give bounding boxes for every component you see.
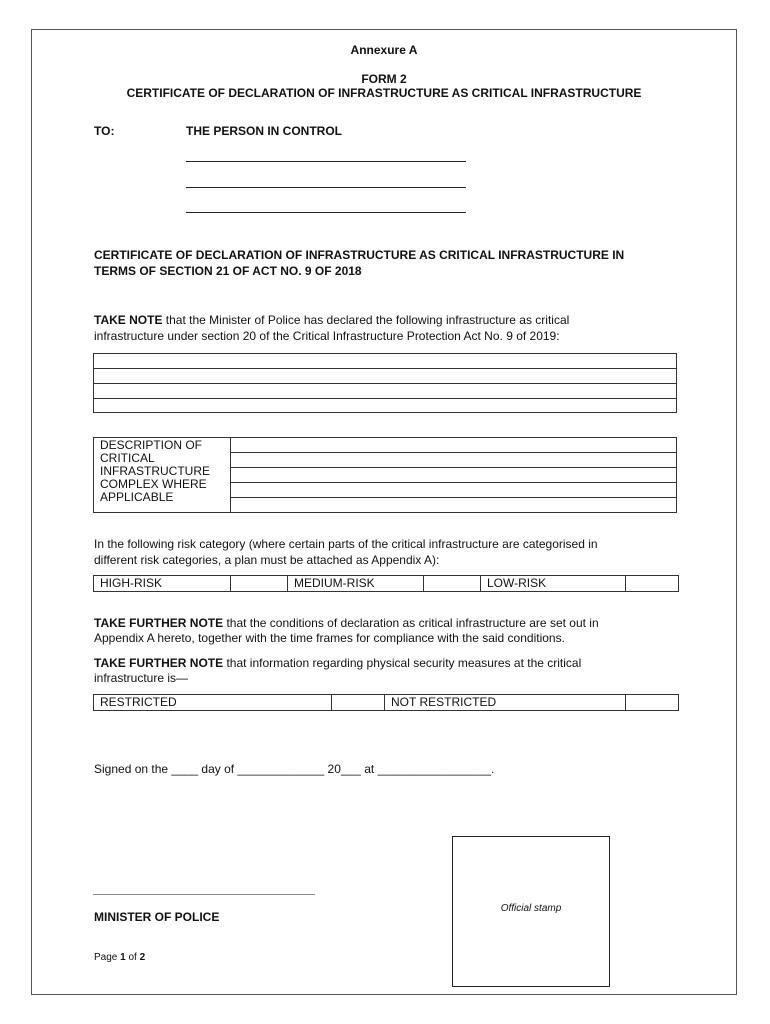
further-note-1-bold: TAKE FURTHER NOTE bbox=[94, 616, 224, 630]
annexure-label: Annexure A bbox=[350, 43, 418, 57]
further-note-2-line-1 bbox=[94, 655, 581, 671]
take-note-bold: TAKE NOTE bbox=[94, 313, 163, 327]
risk-intro-line-1: In the following risk category (where certain parts of the critical infrastructure are categorised in bbox=[94, 537, 598, 551]
restricted-checkbox[interactable] bbox=[332, 695, 385, 711]
page-total: 2 bbox=[139, 952, 146, 963]
certificate-heading-line-2: TERMS OF SECTION 21 OF ACT NO. 9 OF 2018 bbox=[94, 264, 362, 278]
signature-line[interactable] bbox=[93, 894, 315, 895]
description-table bbox=[93, 437, 677, 513]
description-label-line-5: APPLICABLE bbox=[100, 490, 174, 504]
restricted-label: RESTRICTED bbox=[94, 695, 332, 711]
official-stamp-label: Official stamp bbox=[500, 903, 562, 914]
not-restricted-label: NOT RESTRICTED bbox=[385, 695, 626, 711]
further-note-2-bold: TAKE FURTHER NOTE bbox=[94, 656, 224, 670]
description-label bbox=[94, 438, 230, 505]
high-risk-checkbox[interactable] bbox=[231, 576, 288, 592]
signed-on-line[interactable]: Signed on the ____ day of _____________ 20___ at _________________. bbox=[94, 762, 495, 776]
signatory-title: MINISTER OF POLICE bbox=[94, 910, 220, 924]
risk-table bbox=[93, 575, 679, 592]
take-note-line-1 bbox=[94, 312, 569, 328]
medium-risk-checkbox[interactable] bbox=[424, 576, 481, 592]
page-of: of bbox=[125, 952, 140, 963]
description-label-line-1: DESCRIPTION OF bbox=[100, 438, 203, 452]
further-note-1-line-1 bbox=[94, 615, 599, 631]
low-risk-label: LOW-RISK bbox=[481, 576, 626, 592]
description-row-3[interactable] bbox=[231, 468, 677, 483]
take-note-line-2: infrastructure under section 20 of the Critical Infrastructure Protection Act No. 9 of 2019: bbox=[94, 329, 560, 343]
page-number: 1 bbox=[120, 952, 126, 963]
security-table bbox=[93, 694, 679, 711]
low-risk-checkbox[interactable] bbox=[626, 576, 679, 592]
page-indicator bbox=[94, 952, 145, 963]
infrastructure-table bbox=[93, 353, 677, 413]
address-line-1[interactable] bbox=[186, 161, 466, 162]
description-row-4[interactable] bbox=[231, 483, 677, 498]
description-row-2[interactable] bbox=[231, 453, 677, 468]
description-row-5[interactable] bbox=[231, 498, 677, 513]
address-line-2[interactable] bbox=[186, 187, 466, 188]
risk-intro-line-2: different risk categories, a plan must be attached as Appendix A): bbox=[94, 553, 440, 567]
further-note-2-text: that information regarding physical security measures at the critical bbox=[223, 656, 582, 670]
further-note-1-text: that the conditions of declaration as critical infrastructure are set out in bbox=[223, 616, 599, 630]
high-risk-label: HIGH-RISK bbox=[94, 576, 231, 592]
description-label-line-3: INFRASTRUCTURE bbox=[100, 464, 210, 478]
description-label-line-2: CRITICAL bbox=[100, 451, 155, 465]
official-stamp-box bbox=[452, 836, 610, 987]
take-note-text: that the Minister of Police has declared the following infrastructure as critical bbox=[162, 313, 570, 327]
description-row-1[interactable] bbox=[231, 438, 677, 453]
to-value: THE PERSON IN CONTROL bbox=[186, 124, 343, 138]
medium-risk-label: MEDIUM-RISK bbox=[288, 576, 424, 592]
not-restricted-checkbox[interactable] bbox=[626, 695, 679, 711]
form-number: FORM 2 bbox=[361, 72, 407, 86]
to-label: TO: bbox=[94, 124, 115, 138]
infrastructure-row-1[interactable] bbox=[94, 354, 677, 369]
infrastructure-row-3[interactable] bbox=[94, 384, 677, 399]
further-note-1-line-2: Appendix A hereto, together with the time frames for compliance with the said conditions. bbox=[94, 631, 565, 645]
infrastructure-row-2[interactable] bbox=[94, 369, 677, 384]
further-note-2-line-2: infrastructure is— bbox=[94, 671, 189, 685]
address-line-3[interactable] bbox=[186, 212, 466, 213]
description-label-line-4: COMPLEX WHERE bbox=[100, 477, 207, 491]
infrastructure-row-4[interactable] bbox=[94, 399, 677, 413]
certificate-heading-line-1: CERTIFICATE OF DECLARATION OF INFRASTRUCTURE AS CRITICAL INFRASTRUCTURE IN bbox=[94, 248, 625, 262]
form-title: CERTIFICATE OF DECLARATION OF INFRASTRUCTURE AS CRITICAL INFRASTRUCTURE bbox=[126, 86, 642, 100]
description-label-cell bbox=[94, 438, 231, 513]
page-prefix: Page bbox=[94, 952, 121, 963]
